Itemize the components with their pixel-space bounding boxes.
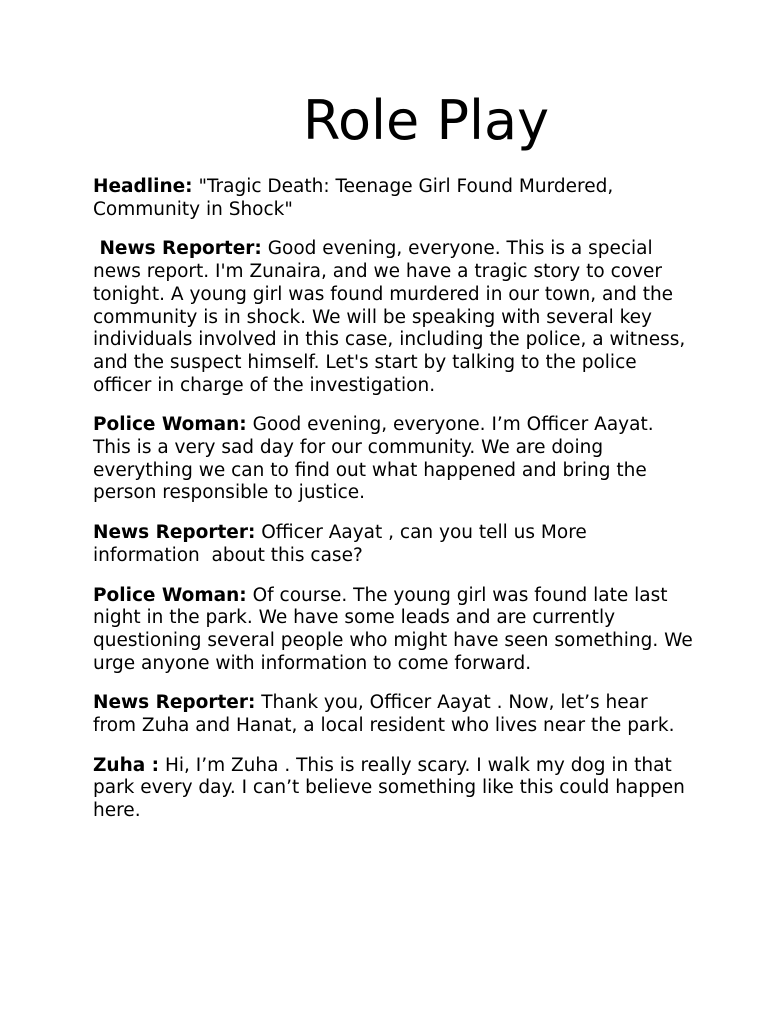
paragraph-headline (93, 176, 693, 221)
document-body (93, 176, 699, 840)
speaker-label: News Reporter: (93, 238, 262, 260)
paragraph-text: Thank you, Officer Aayat . Now, let’s hear from Zuha and Hanat, a local resident who lives near the park. (93, 692, 675, 737)
speaker-label: News Reporter: (93, 522, 256, 544)
paragraph-zuha (93, 755, 693, 823)
paragraph-text: Of course. The young girl was found late last night in the park. We have some leads and are currently questioning several people who might have seen something. We urge anyone with information to come forward. (93, 584, 699, 674)
paragraph-news-reporter-transition (93, 692, 693, 737)
page-title: Role Play (302, 89, 550, 152)
paragraph-text: "Tragic Death: Teenage Girl Found Murdered, Community in Shock" (93, 176, 620, 220)
paragraph-text: Hi, I’m Zuha . This is really scary. I walk my dog in that park every day. I can’t believe something like this could happen here. (93, 754, 691, 822)
paragraph-text: Officer Aayat , can you tell us More information about this case? (93, 522, 593, 566)
paragraph-police-woman-intro (93, 414, 693, 505)
speaker-label: Police Woman: (93, 584, 247, 606)
speaker-label: Headline: (93, 176, 193, 197)
paragraph-news-reporter-intro (93, 238, 693, 397)
paragraph-news-reporter-question (93, 522, 693, 567)
paragraph-police-woman-answer (93, 584, 699, 676)
speaker-label: News Reporter: (93, 692, 256, 714)
paragraph-text: Good evening, everyone. I’m Officer Aayat. This is a very sad day for our community. We are doing everything we can to find out what happened and bring the person responsible to justice. (93, 414, 660, 504)
paragraph-text: Good evening, everyone. This is a special news report. I'm Zunaira, and we have a tragic story to cover tonight. A young girl was found murdered in our town, and the community is in shock. We will be speaking with several key individuals involved in this case, including the police, a witness, and the suspect himself. Let's start by talking to the police officer in charge of the investigation. (93, 238, 692, 396)
speaker-label: Police Woman: (93, 414, 247, 436)
speaker-label: Zuha : (93, 754, 160, 776)
